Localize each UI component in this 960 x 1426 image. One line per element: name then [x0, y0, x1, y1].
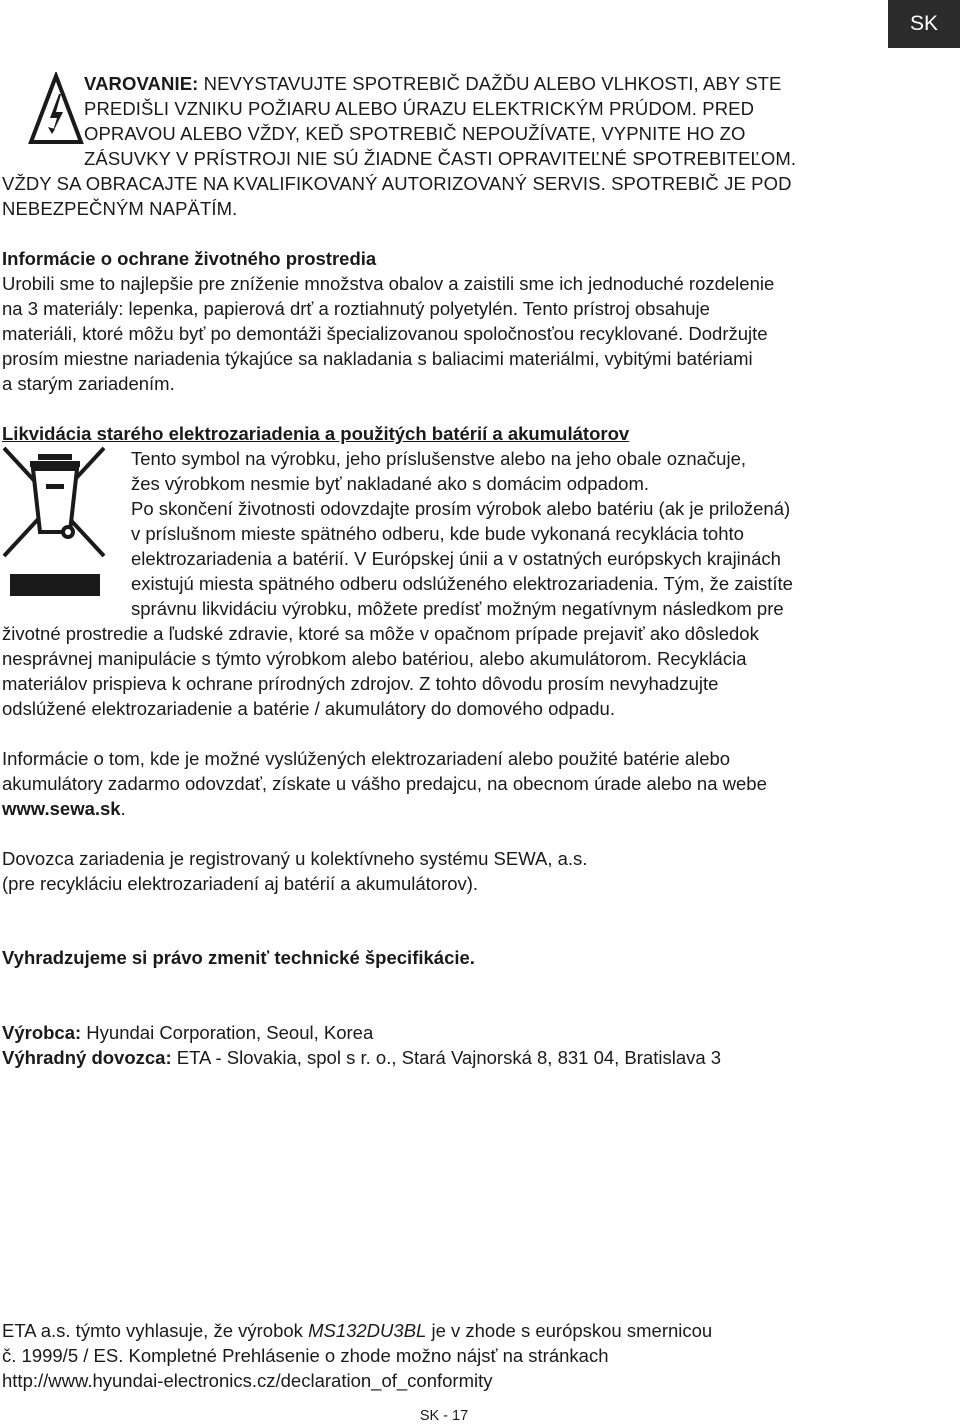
disposal-heading: Likvidácia starého elektrozariadenia a použitých batérií a akumulátorov — [2, 423, 630, 444]
warning-line: NEBEZPEČNÝM NAPÄTÍM. — [2, 198, 238, 219]
model-number: MS132DU3BL — [308, 1320, 427, 1341]
paragraph-line: Urobili sme to najlepšie pre zníženie množstva obalov a zaistili sme ich jednoduché rozdelenie — [2, 273, 775, 294]
manufacturer-label: Výrobca: — [2, 1022, 82, 1043]
paragraph-line: Dovozca zariadenia je registrovaný u kolektívneho systému SEWA, a.s. — [2, 848, 588, 869]
warning-line: VŽDY SA OBRACAJTE NA KVALIFIKOVANÝ AUTORIZOVANÝ SERVIS. SPOTREBIČ JE POD — [2, 173, 792, 194]
paragraph-line: na 3 materiály: lepenka, papierová drť a roztiahnutý polyetylén. Tento prístroj obsahuje — [2, 298, 710, 319]
paragraph-line: a starým zariadením. — [2, 373, 175, 394]
rights-notice: Vyhradzujeme si právo zmeniť technické špecifikácie. — [2, 947, 475, 968]
manufacturer-value: Hyundai Corporation, Seoul, Korea — [81, 1022, 374, 1043]
paragraph-line: č. 1999/5 / ES. Kompletné Prehlásenie o zhode možno nájsť na stránkach — [2, 1345, 609, 1366]
page-number: SK - 17 — [419, 1408, 469, 1424]
paragraph-line: Informácie o tom, kde je možné vyslúžených elektrozariadení alebo použité batérie alebo — [2, 748, 731, 769]
paragraph-line: správnu likvidáciu výrobku, môžete predísť možným negatívnym následkom pre — [131, 598, 784, 619]
declaration-url[interactable]: http://www.hyundai-electronics.cz/declaration_of_conformity — [2, 1370, 493, 1391]
paragraph-line: elektrozariadenia a batérií. V Európskej únii a v ostatných európskych krajinách — [131, 548, 781, 569]
paragraph-line: Po skončení životnosti odovzdajte prosím výrobok alebo batériu (ak je priložená) — [131, 498, 791, 519]
language-tab — [888, 0, 960, 48]
paragraph-line: materiálov prispieva k ochrane prírodných zdrojov. Z tohto dôvodu prosím nevyhadzujte — [2, 673, 719, 694]
declaration-text: ETA a.s. týmto vyhlasuje, že výrobok — [2, 1320, 309, 1341]
warning-line: ZÁSUVKY V PRÍSTROJI NIE SÚ ŽIADNE ČASTI OPRAVITEĽNÉ SPOTREBITEĽOM. — [84, 148, 797, 169]
crossed-bin-icon — [2, 444, 108, 600]
paragraph-line: nesprávnej manipulácie s týmto výrobkom alebo batériou, alebo akumulátorom. Recyklácia — [2, 648, 747, 669]
paragraph-line: životné prostredie a ľudské zdravie, ktoré sa môže v opačnom prípade prejaviť ako dôsledok — [2, 623, 759, 644]
paragraph-line: existujú miesta spätného odberu odslúženého elektrozariadenia. Tým, že zaistíte — [131, 573, 793, 594]
link-suffix: . — [120, 798, 126, 819]
declaration-text: je v zhode s európskou smernicou — [426, 1320, 713, 1341]
paragraph-line: žes výrobkom nesmie byť nakladané ako s domácim odpadom. — [131, 473, 649, 494]
paragraph-line: materiáli, ktoré môžu byť po demontáži špecializovanou spoločnosťou recyklované. Dodržujte — [2, 323, 768, 344]
paragraph-line: Tento symbol na výrobku, jeho príslušenstve alebo na jeho obale označuje, — [131, 448, 746, 469]
distributor-line — [2, 1045, 721, 1070]
distributor-label: Výhradný dovozca: — [2, 1047, 172, 1068]
distributor-value: ETA - Slovakia, spol s r. o., Stará Vajnorská 8, 831 04, Bratislava 3 — [171, 1047, 722, 1068]
manufacturer-line — [2, 1020, 373, 1045]
paragraph-line: (pre recykláciu elektrozariadení aj batérií a akumulátorov). — [2, 873, 479, 894]
paragraph-line: akumulátory zadarmo odovzdať, získate u vášho predajcu, na obecnom úrade alebo na webe — [2, 773, 767, 794]
warning-label: VAROVANIE: — [84, 73, 199, 94]
paragraph-line: odslúžené elektrozariadenie a batérie / akumulátory do domového odpadu. — [2, 698, 615, 719]
language-code: SK — [909, 12, 938, 35]
paragraph-line: prosím miestne nariadenia týkajúce sa nakladania s baliacimi materiálmi, vybitými batériami — [2, 348, 753, 369]
electric-shock-warning-icon — [28, 72, 84, 146]
warning-line: OPRAVOU ALEBO VŽDY, KEĎ SPOTREBIČ NEPOUŽÍVATE, VYPNITE HO ZO — [84, 123, 746, 144]
sewa-link[interactable]: www.sewa.sk — [2, 798, 121, 819]
warning-line: NEVYSTAVUJTE SPOTREBIČ DAŽĎU ALEBO VLHKOSTI, ABY STE — [198, 73, 782, 94]
warning-line: PREDIŠLI VZNIKU POŽIARU ALEBO ÚRAZU ELEKTRICKÝM PRÚDOM. PRED — [84, 98, 755, 119]
paragraph-line: v príslušnom mieste spätného odberu, kde bude vykonaná recyklácia tohto — [131, 523, 744, 544]
environment-heading: Informácie o ochrane životného prostredia — [2, 248, 377, 269]
